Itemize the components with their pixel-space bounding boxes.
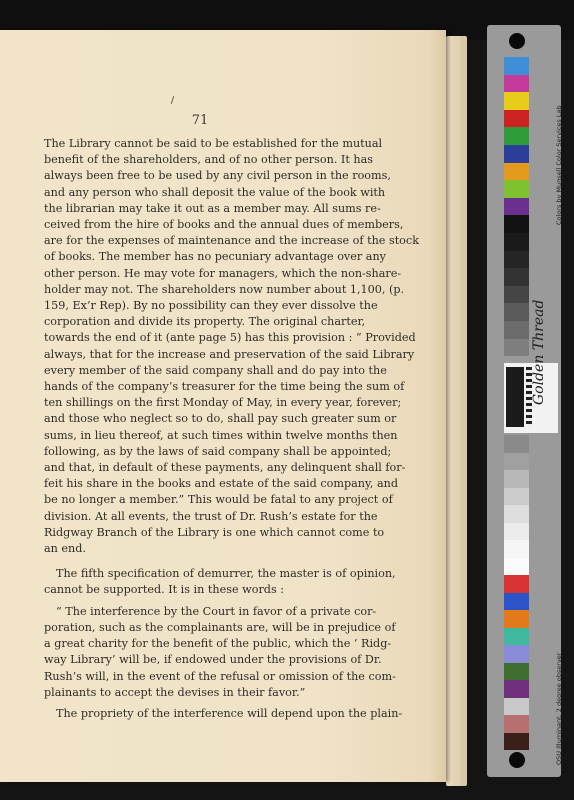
text-line: towards the end of it (ante page 5) has this provision : “ Provided	[44, 331, 416, 345]
text-line: poration, such as the complainants are, will be in prejudice of	[44, 620, 396, 634]
text-line: 159, Ex’r Rep). By no possibility can they ever dissolve the	[44, 299, 378, 313]
color-swatch	[504, 321, 529, 339]
text-line: and those who neglect so to do, shall pay such greater sum or	[44, 412, 397, 426]
color-swatch	[504, 505, 529, 523]
text-line: always been free to be used by any civil person in the rooms,	[44, 169, 391, 183]
text-line: cannot be supported. It is in these words :	[44, 583, 285, 597]
color-swatch	[504, 127, 529, 145]
text-line: feit his share in the books and estate of the said company, and	[44, 477, 398, 491]
text-line: the librarian may take it out as a member may. All sums re-	[44, 201, 381, 215]
paragraph-gap	[44, 557, 358, 566]
text-line: be no longer a member.” This would be fatal to any project of	[44, 493, 393, 507]
color-swatch	[504, 593, 529, 611]
text-line: of books. The member has no pecuniary advantage over any	[44, 250, 386, 264]
color-swatch	[504, 470, 529, 488]
color-swatch	[504, 680, 529, 698]
text-line: ceived from the hire of books and the annual dues of members,	[44, 218, 404, 232]
color-swatch	[504, 558, 529, 576]
text-line: Ridgway Branch of the Library is one which cannot come to	[44, 525, 385, 539]
text-line: division. At all events, the trust of Dr. Rush’s estate for the	[44, 509, 378, 523]
text-line: sums, in lieu thereof, at such times within twelve months then	[44, 428, 398, 442]
text-line: The propriety of the interference will depend upon the plain-	[56, 706, 403, 720]
color-swatches-top	[504, 57, 529, 356]
text-line: ten shillings on the first Monday of May, in every year, forever;	[44, 396, 402, 410]
text-line: every member of the said company shall and do pay into the	[44, 363, 387, 377]
color-swatch	[504, 268, 529, 286]
text-line: way Library’ will be, if endowed under the provisions of Dr.	[44, 653, 382, 667]
strip-label-top: Colors by Munsell Color Services Lab	[555, 105, 563, 225]
text-line: benefit of the shareholders, and of no other person. It has	[44, 153, 374, 167]
color-swatch	[504, 715, 529, 733]
text-line: and that, in default of these payments, any delinquent shall for-	[44, 461, 406, 475]
color-swatch	[504, 233, 529, 251]
color-swatch	[504, 180, 529, 198]
text-line: following, as by the laws of said company shall be appointed;	[44, 444, 392, 458]
text-line: “ The interference by the Court in favor of a private cor-	[56, 604, 377, 618]
text-line: other person. He may vote for managers, which the non-share-	[44, 266, 402, 280]
color-swatch	[504, 610, 529, 628]
color-swatch	[504, 523, 529, 541]
text-line: holder may not. The shareholders now number about 1,100, (p.	[44, 282, 405, 296]
color-swatch	[504, 92, 529, 110]
color-swatch	[504, 57, 529, 75]
color-swatch	[504, 286, 529, 304]
color-swatch	[504, 163, 529, 181]
color-swatch	[504, 110, 529, 128]
page-body	[44, 136, 419, 722]
text-line: The fifth specification of demurrer, the master is of opinion,	[56, 567, 396, 581]
text-line: an end.	[44, 542, 86, 556]
color-swatch	[504, 303, 529, 321]
page-number: 71	[191, 113, 209, 128]
target-black-bar	[506, 367, 524, 427]
color-swatch	[504, 75, 529, 93]
text-line: a great charity for the benefit of the public, which the ‘ Ridg-	[44, 637, 392, 651]
text-line: corporation and divide its property. The original charter,	[44, 315, 366, 329]
page-edge	[446, 36, 453, 786]
text-line: Rush’s will, in the event of the refusal or omission of the com-	[44, 669, 396, 683]
color-swatch	[504, 645, 529, 663]
text-line: hands of the company’s treasurer for the time being the sum of	[44, 380, 405, 394]
strip-label-bottom: OSU Illuminant, 2 degree observer	[555, 652, 563, 765]
color-swatch	[504, 339, 529, 357]
text-line: and any person who shall deposit the value of the book with	[44, 185, 386, 199]
color-swatch	[504, 215, 529, 233]
text-line: The Library cannot be said to be established for the mutual	[44, 137, 383, 150]
text-line: are for the expenses of maintenance and the increase of the stock	[44, 234, 419, 248]
color-swatch	[504, 488, 529, 506]
color-swatch	[504, 251, 529, 269]
color-swatch	[504, 453, 529, 471]
color-swatch	[504, 435, 529, 453]
text-line: plainants to accept the devises in their favor.”	[44, 685, 306, 699]
color-swatch	[504, 733, 529, 751]
strip-hole	[509, 33, 525, 49]
color-swatch	[504, 663, 529, 681]
color-swatch	[504, 575, 529, 593]
color-swatch	[504, 198, 529, 216]
color-calibration-strip	[487, 25, 561, 777]
text-line: always, that for the increase and preservation of the said Library	[44, 347, 415, 361]
strip-hole	[509, 752, 525, 768]
color-swatch	[504, 145, 529, 163]
color-swatches-bottom	[504, 435, 529, 750]
color-swatch	[504, 698, 529, 716]
color-swatch	[504, 540, 529, 558]
strip-logo: Golden Thread	[531, 299, 547, 405]
color-swatch	[504, 628, 529, 646]
